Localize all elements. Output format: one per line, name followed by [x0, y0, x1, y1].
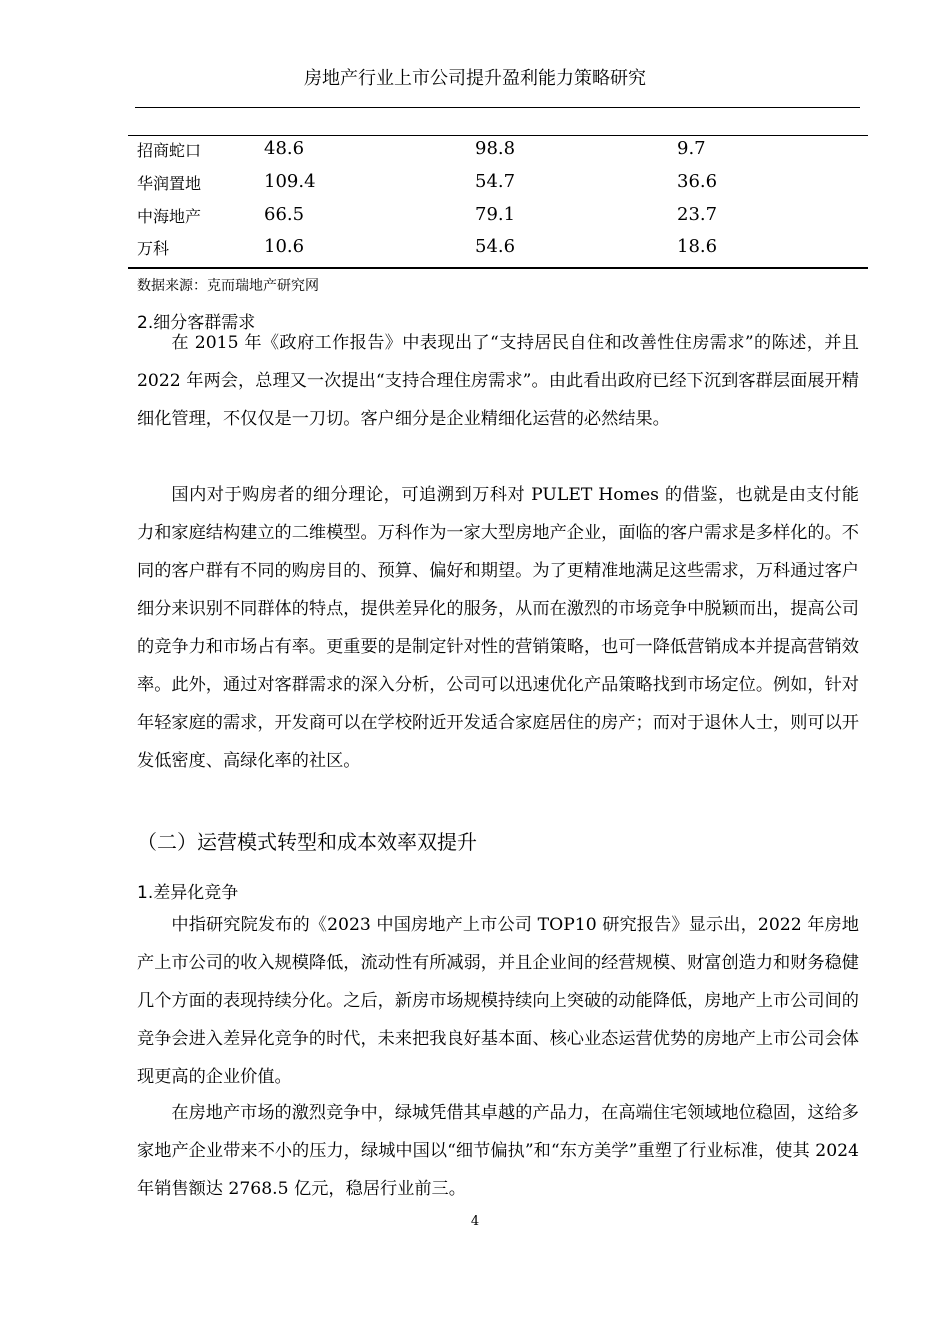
- header-rule: [135, 107, 860, 108]
- table-bottom-rule: [128, 267, 868, 269]
- table-cell: 48.6: [264, 138, 305, 159]
- table-row: [128, 171, 868, 204]
- table-row: [128, 138, 868, 171]
- subsection-heading: 1.差异化竞争: [137, 883, 239, 903]
- table-cell: 54.6: [475, 236, 516, 257]
- table-cell: 79.1: [475, 204, 516, 225]
- subsection-heading: 2.细分客群需求: [137, 313, 256, 333]
- table-cell: 54.7: [475, 171, 516, 192]
- table-row: [128, 204, 868, 237]
- body-paragraph: 在房地产市场的激烈竞争中，绿城凭借其卓越的产品力，在高端住宅领域地位稳固，这给多家地产企业带来不小的压力，绿城中国以“细节偏执”和“东方美学”重塑了行业标准，使其 2024 年销售额达 2768.5 亿元，稳居行业前三。: [137, 1103, 859, 1199]
- table-source-note: 数据来源：克而瑞地产研究网: [137, 278, 319, 294]
- table-cell-company: 万科: [137, 239, 170, 258]
- table-top-rule: [128, 135, 868, 136]
- table-row: [128, 236, 868, 269]
- body-paragraph: 中指研究院发布的《2023 中国房地产上市公司 TOP10 研究报告》显示出，2022 年房地产上市公司的收入规模降低，流动性有所减弱，并且企业间的经营规模、财富创造力和财务稳健几个方面的表现持续分化。之后，新房市场规模持续向上突破的动能降低，房地产上市公司间的竞争会进入差异化竞争的时代，未来把我良好基本面、核心业态运营优势的房地产上市公司会体现更高的企业价值。: [137, 915, 859, 1087]
- table-cell: 23.7: [677, 204, 718, 225]
- page-number: 4: [470, 1214, 480, 1229]
- section-heading: （二）运营模式转型和成本效率双提升: [137, 830, 477, 854]
- table-cell-company: 招商蛇口: [137, 141, 202, 160]
- table-cell-company: 中海地产: [137, 207, 202, 226]
- table-cell: 66.5: [264, 204, 305, 225]
- running-header: 房地产行业上市公司提升盈利能力策略研究: [304, 68, 646, 89]
- table-cell: 10.6: [264, 236, 305, 257]
- table-cell: 109.4: [264, 171, 316, 192]
- table-cell: 36.6: [677, 171, 718, 192]
- table-cell: 9.7: [677, 138, 706, 159]
- table-cell: 98.8: [475, 138, 516, 159]
- body-paragraph: 国内对于购房者的细分理论，可追溯到万科对 PULET Homes 的借鉴，也就是由支付能力和家庭结构建立的二维模型。万科作为一家大型房地产企业，面临的客户需求是多样化的。不同的客户群有不同的购房目的、预算、偏好和期望。为了更精准地满足这些需求，万科通过客户细分来识别不同群体的特点，提供差异化的服务，从而在激烈的市场竞争中脱颖而出，提高公司的竞争力和市场占有率。更重要的是制定针对性的营销策略，也可一降低营销成本并提高营销效率。此外，通过对客群需求的深入分析，公司可以迅速优化产品策略找到市场定位。例如，针对年轻家庭的需求，开发商可以在学校附近开发适合家庭居住的房产；而对于退休人士，则可以开发低密度、高绿化率的社区。: [137, 485, 859, 771]
- table-cell-company: 华润置地: [137, 174, 202, 193]
- body-paragraph: 在 2015 年《政府工作报告》中表现出了“支持居民自住和改善性住房需求”的陈述，并且 2022 年两会，总理又一次提出“支持合理住房需求”。由此看出政府已经下沉到客群层面展开精细化管理，不仅仅是一刀切。客户细分是企业精细化运营的必然结果。: [137, 333, 859, 429]
- table-cell: 18.6: [677, 236, 718, 257]
